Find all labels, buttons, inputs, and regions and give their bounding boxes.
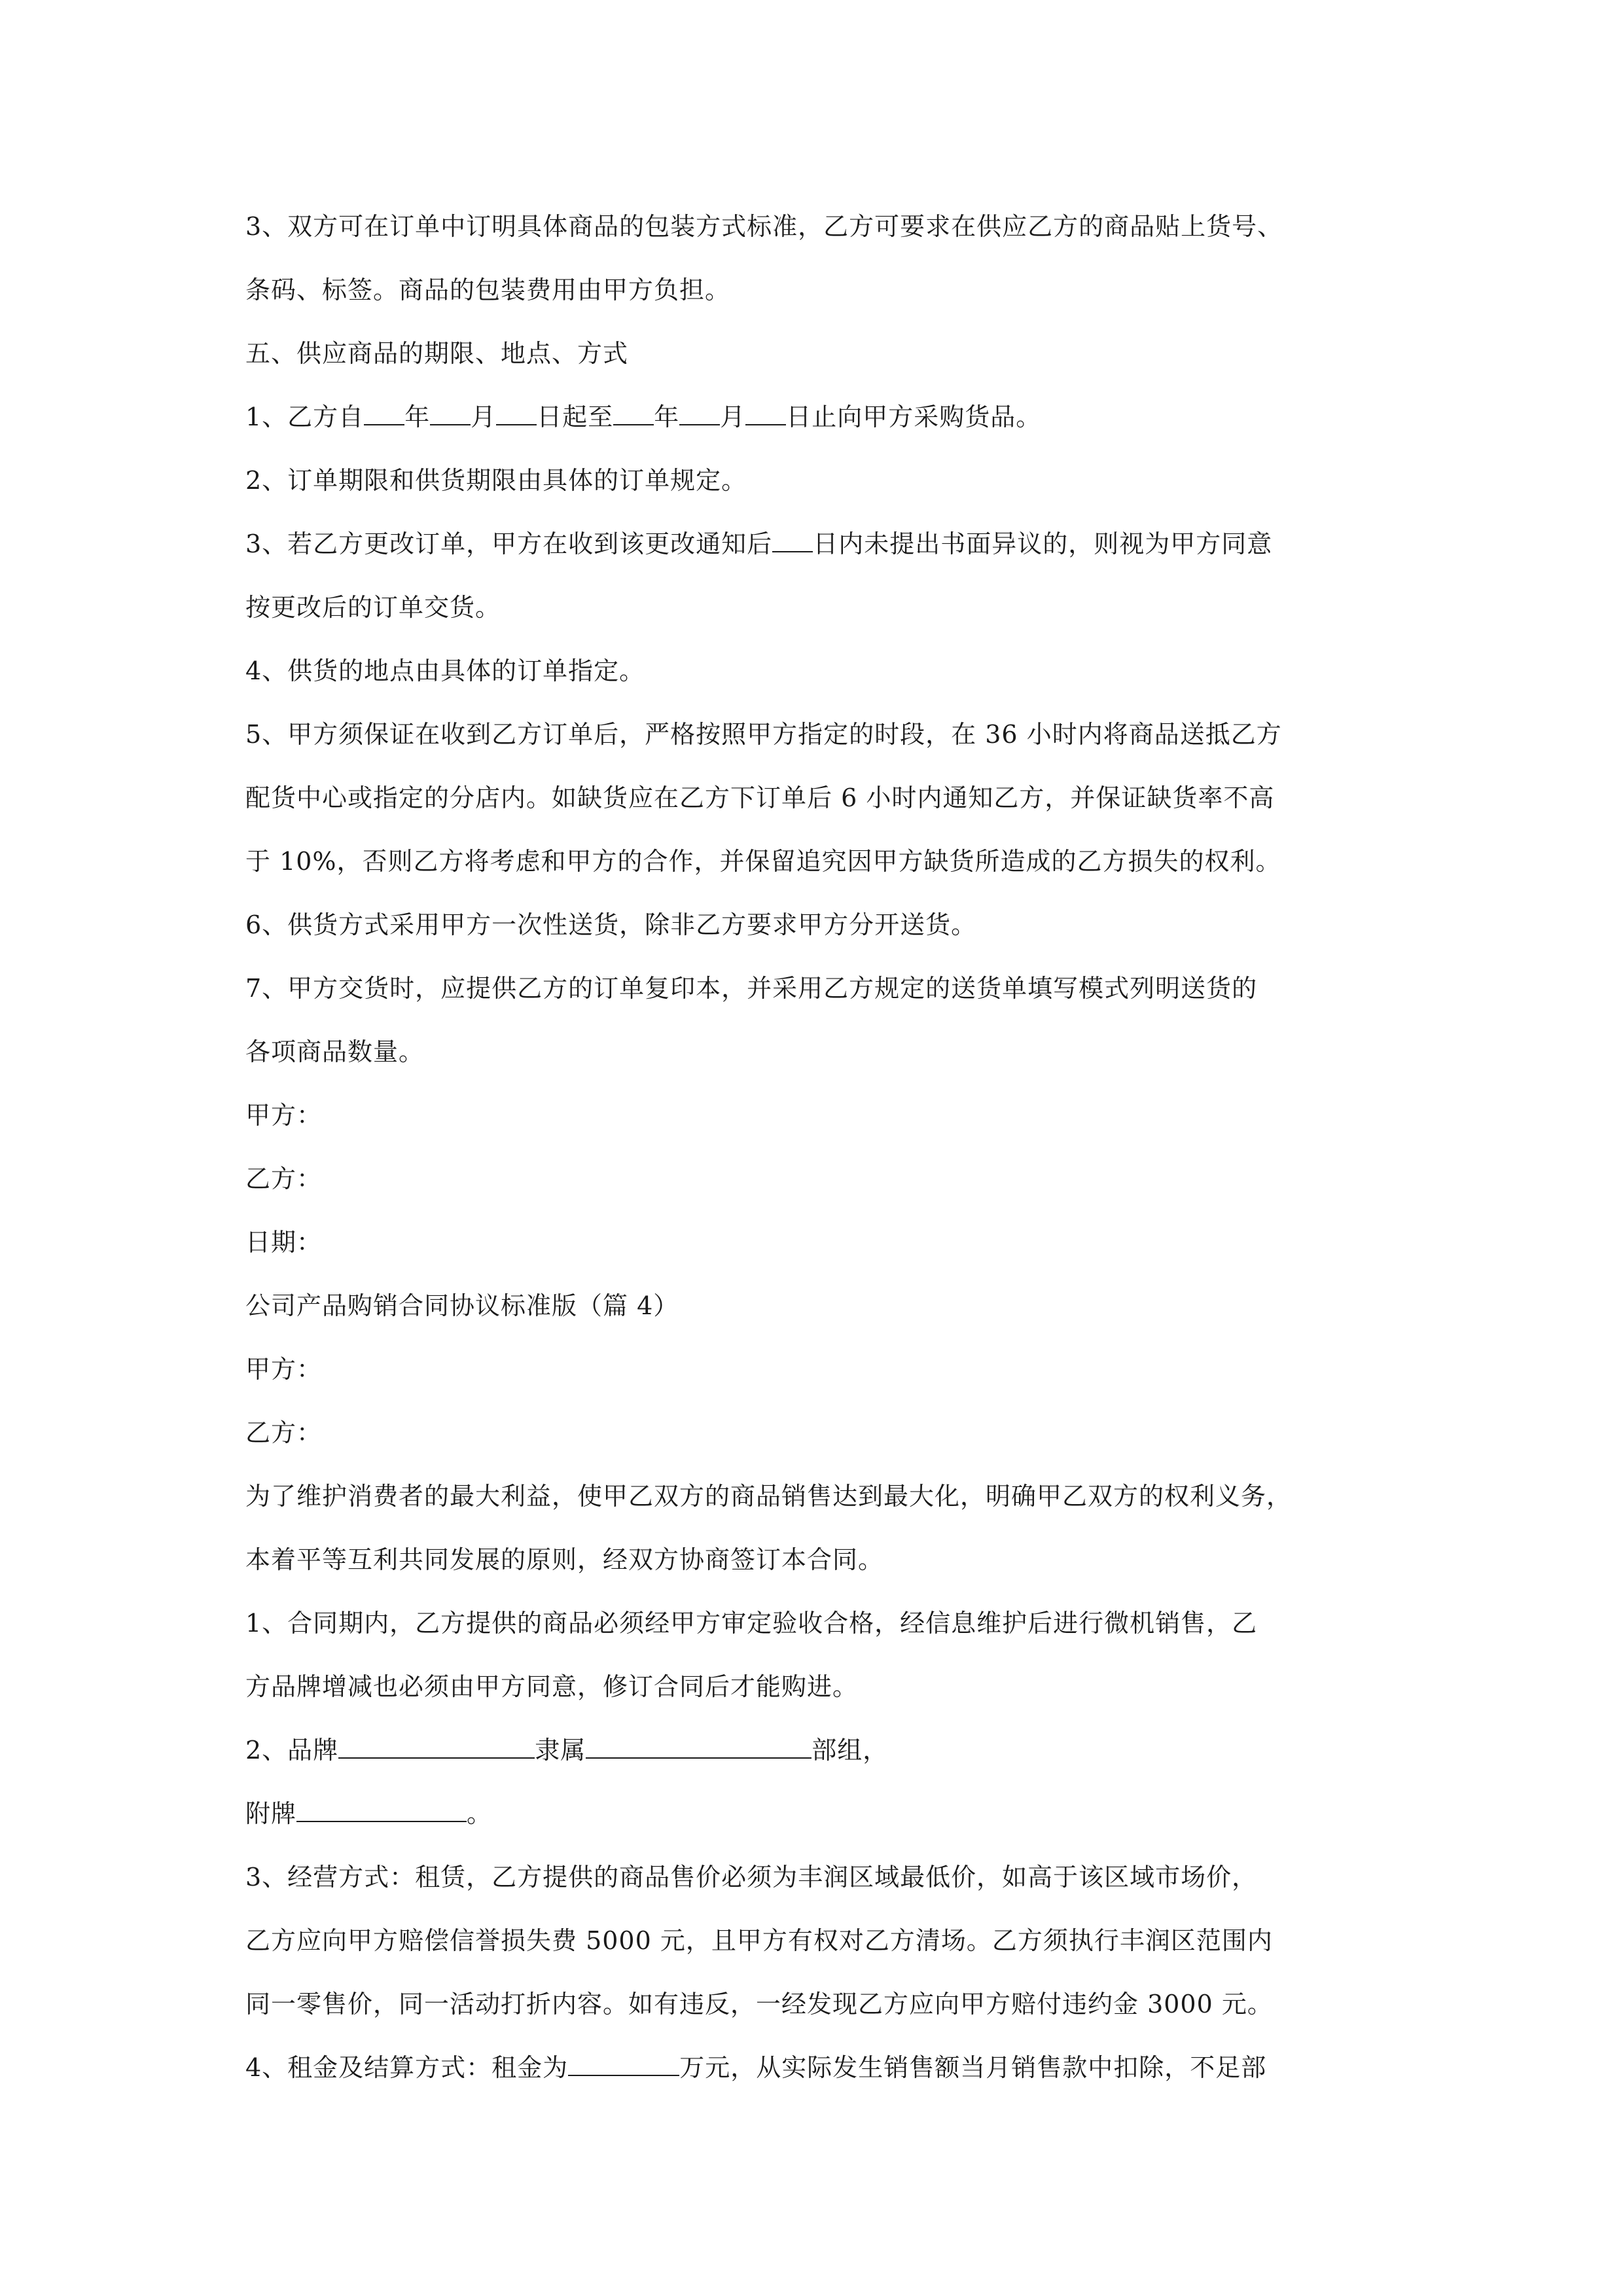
blank-rent-amount — [568, 2051, 679, 2076]
c4-item-2-prefix: 2、品牌 — [245, 1736, 339, 1765]
section-5-title: 五、供应商品的期限、地点、方式 — [245, 339, 629, 368]
para-packaging-line1: 3、双方可在订单中订明具体商品的包装方式标准，乙方可要求在供应乙方的商品贴上货号、 — [245, 212, 1283, 241]
s5-item-4: 4、供货的地点由具体的订单指定。 — [245, 656, 645, 685]
s5-item-5-line3: 于 10%，否则乙方将考虑和甲方的合作，并保留追究因甲方缺货所造成的乙方损失的权利。 — [245, 847, 1281, 876]
signature-party-a: 甲方： — [245, 1101, 323, 1130]
blank-end-day — [745, 401, 786, 425]
s5-item-5-line1: 5、甲方须保证在收到乙方订单后，严格按照甲方指定的时段，在 36 小时内将商品送抵乙方 — [245, 720, 1282, 749]
signature-party-b: 乙方： — [245, 1164, 323, 1193]
c4-item-2-line2 — [245, 1797, 492, 1830]
s5-item-1-prefix: 1、乙方自 — [245, 403, 365, 431]
c4-item-1-line1: 1、合同期内，乙方提供的商品必须经甲方审定验收合格，经信息维护后进行微机销售，乙 — [245, 1609, 1258, 1638]
s5-item-6: 6、供货方式采用甲方一次性送货，除非乙方要求甲方分开送货。 — [245, 910, 977, 939]
c4-item-2-line1 — [245, 1734, 888, 1767]
s5-item-1 — [245, 401, 1041, 433]
label-day-from: 日起至 — [537, 403, 614, 431]
c4-item-3-line3: 同一零售价，同一活动打折内容。如有违反，一经发现乙方应向甲方赔付违约金 3000 元。 — [245, 1990, 1273, 2018]
s5-item-1-end: 日止向甲方采购货品。 — [786, 403, 1042, 431]
c4-intro-line2: 本着平等互利共同发展的原则，经双方协商签订本合同。 — [245, 1545, 884, 1574]
para-packaging-line2: 条码、标签。商品的包装费用由甲方负担。 — [245, 276, 731, 304]
s5-item-7-line1: 7、甲方交货时，应提供乙方的订单复印本，并采用乙方规定的送货单填写模式列明送货的 — [245, 974, 1258, 1003]
blank-end-month — [679, 401, 720, 425]
s5-item-2: 2、订单期限和供货期限由具体的订单规定。 — [245, 466, 747, 495]
blank-start-day — [496, 401, 537, 425]
c4-item-2-mid: 隶属 — [535, 1736, 586, 1765]
blank-end-year — [613, 401, 654, 425]
s5-item-3-suffix: 日内未提出书面异议的，则视为甲方同意 — [813, 529, 1273, 558]
contract-4-title: 公司产品购销合同协议标准版（篇 4） — [245, 1291, 679, 1320]
label-month-2: 月 — [720, 403, 746, 431]
contract-4-party-b: 乙方： — [245, 1418, 323, 1447]
c4-item-4-line1 — [245, 2051, 1266, 2084]
blank-start-year — [364, 401, 404, 425]
s5-item-3-line1 — [245, 528, 1272, 560]
label-month: 月 — [471, 403, 497, 431]
blank-brand — [338, 1734, 535, 1759]
s5-item-5-line2: 配货中心或指定的分店内。如缺货应在乙方下订单后 6 小时内通知乙方，并保证缺货率不高 — [245, 783, 1275, 812]
c4-item-4-suffix: 万元，从实际发生销售额当月销售款中扣除，不足部 — [679, 2053, 1267, 2082]
label-year: 年 — [404, 403, 431, 431]
blank-objection-days — [772, 528, 813, 552]
c4-item-2-suffix: 部组， — [812, 1736, 889, 1765]
s5-item-7-line2: 各项商品数量。 — [245, 1037, 425, 1066]
contract-4-party-a: 甲方： — [245, 1355, 323, 1384]
blank-department — [586, 1734, 812, 1759]
blank-sub-brand — [296, 1797, 467, 1822]
c4-intro-line1: 为了维护消费者的最大利益，使甲乙双方的商品销售达到最大化，明确甲乙双方的权利义务， — [245, 1482, 1293, 1511]
s5-item-3-line2: 按更改后的订单交货。 — [245, 593, 501, 622]
s5-item-3-prefix: 3、若乙方更改订单，甲方在收到该更改通知后 — [245, 529, 773, 558]
c4-item-2-line2-suffix: 。 — [467, 1799, 493, 1828]
c4-item-3-line2: 乙方应向甲方赔偿信誉损失费 5000 元，且甲方有权对乙方清场。乙方须执行丰润区范围内 — [245, 1926, 1273, 1955]
signature-date: 日期： — [245, 1228, 323, 1257]
blank-start-month — [430, 401, 471, 425]
c4-item-4-prefix: 4、租金及结算方式：租金为 — [245, 2053, 569, 2082]
c4-item-1-line2: 方品牌增减也必须由甲方同意，修订合同后才能购进。 — [245, 1672, 859, 1701]
label-year-2: 年 — [654, 403, 680, 431]
c4-item-2-line2-prefix: 附牌 — [245, 1799, 297, 1828]
c4-item-3-line1: 3、经营方式：租赁，乙方提供的商品售价必须为丰润区域最低价，如高于该区域市场价， — [245, 1863, 1258, 1892]
